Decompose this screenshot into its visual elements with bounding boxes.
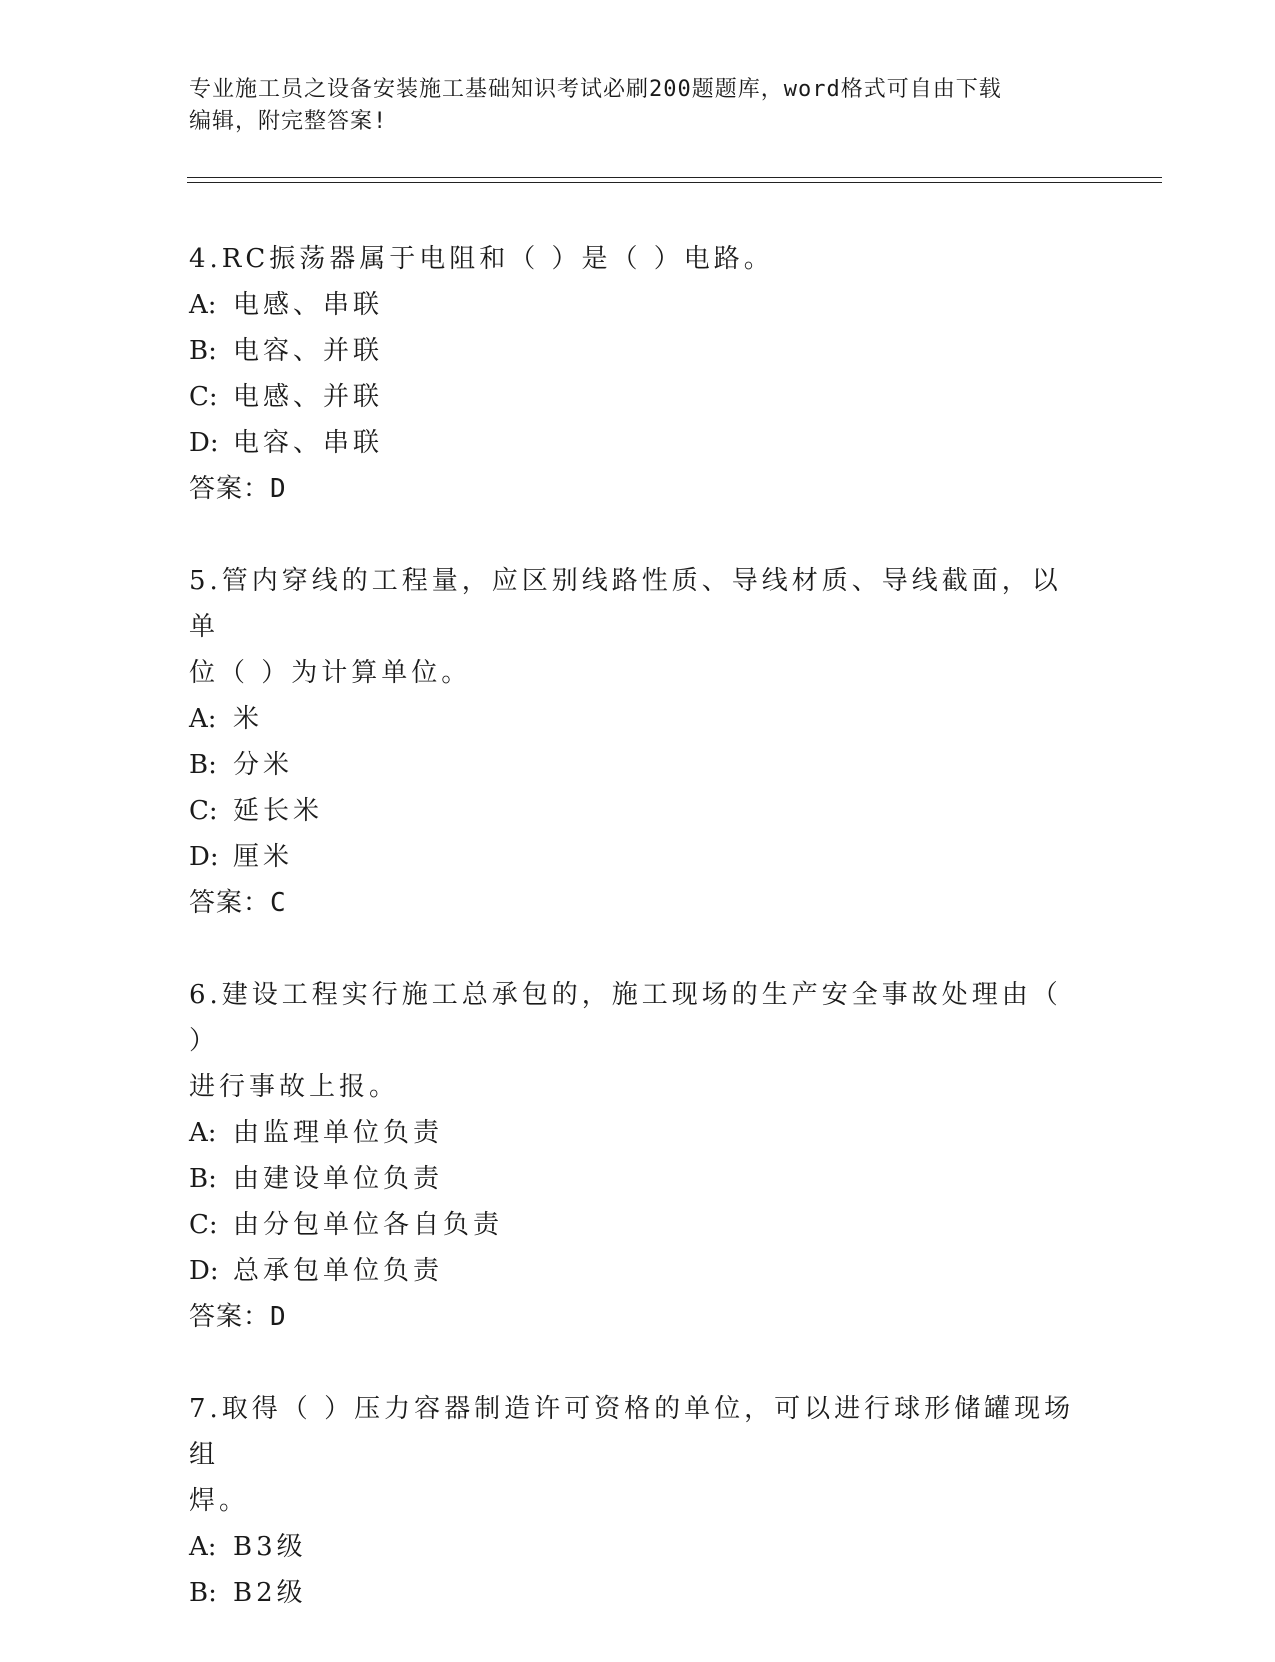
answer-line: 答案：D [189, 474, 287, 504]
question-4 [189, 236, 1089, 512]
option-key: D: [189, 842, 219, 872]
option-text: 米 [233, 704, 264, 734]
option-text: 由分包单位各自负责 [233, 1210, 504, 1240]
document-header [189, 74, 1079, 138]
answer-line: 答案：C [189, 888, 287, 918]
option-text: 电感、串联 [233, 290, 384, 320]
option-text: 由建设单位负责 [233, 1164, 444, 1194]
option-key: A: [189, 1532, 217, 1562]
option-text: 厘米 [233, 842, 294, 872]
option-a [189, 282, 1089, 328]
option-text: 由监理单位负责 [233, 1118, 444, 1148]
question-7 [189, 1386, 1089, 1616]
option-b [189, 1570, 1089, 1616]
question-list [189, 236, 1089, 1662]
header-line-2: 编辑，附完整答案! [189, 109, 388, 134]
question-stem-continued: 进行事故上报。 [189, 1072, 400, 1102]
option-a [189, 696, 1089, 742]
option-a [189, 1110, 1089, 1156]
option-key: A: [189, 290, 217, 320]
question-stem: 6.建设工程实行施工总承包的，施工现场的生产安全事故处理由（ ） [189, 980, 1062, 1056]
question-stem-continued: 焊。 [189, 1486, 250, 1516]
option-b [189, 1156, 1089, 1202]
option-key: B: [189, 336, 217, 366]
option-a [189, 1524, 1089, 1570]
option-c [189, 1202, 1089, 1248]
option-text: 分米 [233, 750, 294, 780]
question-stem: 4.RC振荡器属于电阻和（ ）是（ ）电路。 [189, 244, 774, 274]
question-stem-continued: 位（ ）为计算单位。 [189, 658, 472, 688]
option-key: C: [189, 382, 218, 412]
option-c [189, 374, 1089, 420]
header-divider-top [187, 177, 1162, 178]
option-text: B2级 [233, 1578, 307, 1608]
option-key: D: [189, 1256, 219, 1286]
option-key: D: [189, 428, 219, 458]
header-line-1: 专业施工员之设备安装施工基础知识考试必刷200题题库，word格式可自由下载 [189, 77, 1002, 102]
option-key: B: [189, 1578, 217, 1608]
question-stem: 7.取得（ ）压力容器制造许可资格的单位，可以进行球形储罐现场组 [189, 1394, 1075, 1470]
option-text: 电容、并联 [233, 336, 384, 366]
option-b [189, 742, 1089, 788]
question-stem: 5.管内穿线的工程量，应区别线路性质、导线材质、导线截面，以单 [189, 566, 1062, 642]
option-key: C: [189, 796, 218, 826]
option-text: B3级 [233, 1532, 307, 1562]
option-key: A: [189, 704, 217, 734]
option-key: A: [189, 1118, 217, 1148]
option-key: C: [189, 1210, 218, 1240]
question-5 [189, 558, 1089, 926]
option-c [189, 788, 1089, 834]
option-text: 电容、串联 [233, 428, 384, 458]
option-key: B: [189, 1164, 217, 1194]
header-divider-bottom [187, 182, 1162, 183]
option-text: 电感、并联 [233, 382, 384, 412]
option-text: 延长米 [233, 796, 324, 826]
option-d [189, 834, 1089, 880]
option-key: B: [189, 750, 217, 780]
option-b [189, 328, 1089, 374]
option-d [189, 1248, 1089, 1294]
option-text: 总承包单位负责 [233, 1256, 444, 1286]
answer-line: 答案：D [189, 1302, 287, 1332]
option-d [189, 420, 1089, 466]
question-6 [189, 972, 1089, 1340]
